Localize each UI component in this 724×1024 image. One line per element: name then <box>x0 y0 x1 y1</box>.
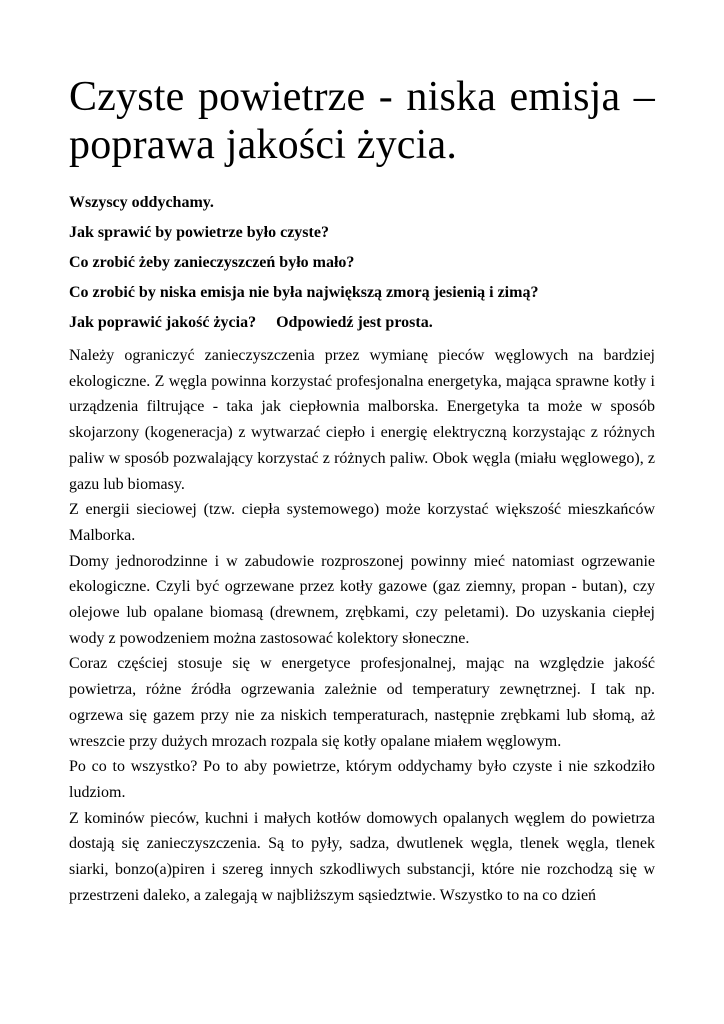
questions-block <box>69 193 655 333</box>
paragraph: Z kominów pieców, kuchni i małych kotłów domowych opalanych węglem do powietrza dostają się zanieczyszczenia. Są to pyły, sadza, dwutlenek węgla, tlenek węgla, tlenek siarki, bonzo(a)piren i szereg innych szkodliwych substancji, które nie rozchodzą się w przestrzeni daleko, a zalegają w najbliższym sąsiedztwie. Wszystko to na co dzień <box>69 809 655 904</box>
question-line: Jak poprawić jakość życia? Odpowiedź jest prosta. <box>69 314 433 331</box>
question-line: Jak sprawić by powietrze było czyste? <box>69 224 329 241</box>
paragraph: Po co to wszystko? Po to aby powietrze, którym oddychamy było czyste i nie szkodziło ludziom. <box>69 758 655 801</box>
paragraph: Domy jednorodzinne i w zabudowie rozproszonej powinny mieć natomiast ogrzewanie ekologiczne. Czyli być ogrzewane przez kotły gazowe (gaz ziemny, propan - butan), czy olejowe lub opalane biomasą (drewnem, zrębkami, czy peletami). Do uzyskania ciepłej wody z powodzeniem można zastosować kolektory słoneczne. <box>69 552 655 647</box>
body-text <box>69 343 655 908</box>
paragraph: Należy ograniczyć zanieczyszczenia przez wymianę pieców węglowych na bardziej ekologiczne. Z węgla powinna korzystać profesjonalna energetyka, mająca sprawne kotły i urządzenia filtrujące - taka jak ciepłownia malborska. Energetyka ta może w sposób skojarzony (kogeneracja) z wytwarzać ciepło i energię elektryczną korzystając z różnych paliw w sposób pozwalający korzystać z różnych paliw. Obok węgla (miału węglowego), z gazu lub biomasy. <box>69 347 655 493</box>
paragraph: Z energii sieciowej (tzw. ciepła systemowego) może korzystać większość mieszkańców Malborka. <box>69 501 655 544</box>
question-line: Co zrobić by niska emisja nie była największą zmorą jesienią i zimą? <box>69 284 539 301</box>
question-line: Wszyscy oddychamy. <box>69 194 214 211</box>
question-line: Co zrobić żeby zanieczyszczeń było mało? <box>69 254 355 271</box>
document-page <box>69 73 655 908</box>
document-title: Czyste powietrze - niska emisja – poprawa jakości życia. <box>69 74 655 168</box>
paragraph: Coraz częściej stosuje się w energetyce profesjonalnej, mając na względzie jakość powietrza, różne źródła ogrzewania zależnie od temperatury zewnętrznej. I tak np. ogrzewa się gazem przy nie za niskich temperaturach, następnie zrębkami lub słomą, aż wreszcie przy dużych mrozach rozpala się kotły opalane miałem węglowym. <box>69 655 655 750</box>
